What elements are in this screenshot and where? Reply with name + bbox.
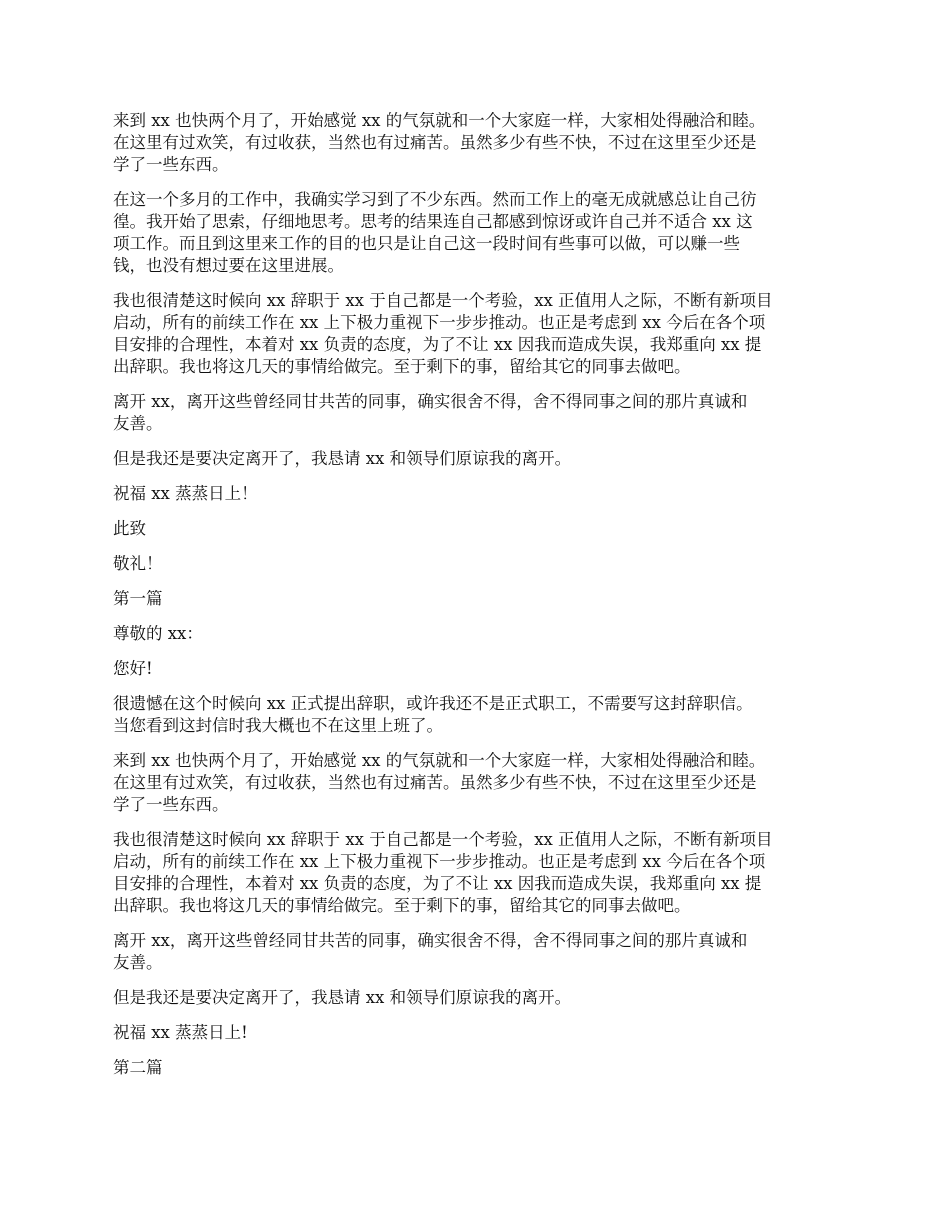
- paragraph: [113, 1057, 843, 1079]
- text-line: 离开 xx，离开这些曾经同甘共苦的同事，确实很舍不得，舍不得同事之间的那片真诚和: [113, 931, 748, 950]
- text-line: 尊敬的 xx：: [113, 624, 203, 643]
- paragraph: [113, 189, 843, 277]
- text-line: 目安排的合理性，本着对 xx 负责的态度，为了不让 xx 因我而造成失误，我郑重向 xx 提: [113, 335, 762, 354]
- text-line: 出辞职。我也将这几天的事情给做完。至于剩下的事，留给其它的同事去做吧。: [113, 896, 691, 915]
- text-line: 来到 xx 也快两个月了，开始感觉 xx 的气氛就和一个大家庭一样，大家相处得融洽和睦。: [113, 751, 766, 770]
- paragraph: [113, 290, 843, 378]
- text-line: 在这里有过欢笑，有过收获，当然也有过痛苦。虽然多少有些不快，不过在这里至少还是: [113, 773, 757, 792]
- text-line: 学了一些东西。: [113, 155, 229, 174]
- text-line: 学了一些东西。: [113, 795, 229, 814]
- paragraph: [113, 750, 843, 816]
- text-line: 我也很清楚这时候向 xx 辞职于 xx 于自己都是一个考验，xx 正值用人之际，不断有新项目: [113, 830, 773, 849]
- paragraph: [113, 518, 843, 540]
- text-line: 启动，所有的前续工作在 xx 上下极力重视下一步步推动。也正是考虑到 xx 今后在各个项: [113, 313, 766, 332]
- paragraph: [113, 693, 843, 737]
- document-body: [113, 110, 843, 1092]
- text-line: 敬礼！: [113, 554, 163, 573]
- text-line: 来到 xx 也快两个月了，开始感觉 xx 的气氛就和一个大家庭一样，大家相处得融洽和睦。: [113, 111, 766, 130]
- text-line: 您好!: [113, 659, 153, 678]
- paragraph: [113, 1022, 843, 1044]
- paragraph: [113, 623, 843, 645]
- text-line: 友善。: [113, 414, 163, 433]
- text-line: 第一篇: [113, 589, 163, 608]
- text-line: 启动，所有的前续工作在 xx 上下极力重视下一步步推动。也正是考虑到 xx 今后在各个项: [113, 852, 766, 871]
- paragraph: [113, 987, 843, 1009]
- paragraph: [113, 588, 843, 610]
- text-line: 祝福 xx 蒸蒸日上！: [113, 484, 258, 503]
- text-line: 在这里有过欢笑，有过收获，当然也有过痛苦。虽然多少有些不快，不过在这里至少还是: [113, 133, 757, 152]
- paragraph: [113, 829, 843, 917]
- text-line: 此致: [113, 519, 146, 538]
- text-line: 祝福 xx 蒸蒸日上!: [113, 1023, 248, 1042]
- text-line: 离开 xx，离开这些曾经同甘共苦的同事，确实很舍不得，舍不得同事之间的那片真诚和: [113, 392, 748, 411]
- text-line: 很遗憾在这个时候向 xx 正式提出辞职，或许我还不是正式职工，不需要写这封辞职信。: [113, 694, 753, 713]
- text-line: 徨。我开始了思索，仔细地思考。思考的结果连自己都感到惊讶或许自己并不适合 xx 这: [113, 212, 753, 231]
- paragraph: [113, 658, 843, 680]
- text-line: 我也很清楚这时候向 xx 辞职于 xx 于自己都是一个考验，xx 正值用人之际，不断有新项目: [113, 291, 773, 310]
- paragraph: [113, 930, 843, 974]
- text-line: 项工作。而且到这里来工作的目的也只是让自己这一段时间有些事可以做，可以赚一些: [113, 234, 740, 253]
- paragraph: [113, 483, 843, 505]
- paragraph: [113, 553, 843, 575]
- text-line: 当您看到这封信时我大概也不在这里上班了。: [113, 716, 443, 735]
- text-line: 钱，也没有想过要在这里进展。: [113, 256, 344, 275]
- text-line: 第二篇: [113, 1058, 163, 1077]
- paragraph: [113, 110, 843, 176]
- text-line: 但是我还是要决定离开了，我恳请 xx 和领导们原谅我的离开。: [113, 449, 572, 468]
- text-line: 目安排的合理性，本着对 xx 负责的态度，为了不让 xx 因我而造成失误，我郑重向 xx 提: [113, 874, 762, 893]
- text-line: 在这一个多月的工作中，我确实学习到了不少东西。然而工作上的毫无成就感总让自己彷: [113, 190, 757, 209]
- paragraph: [113, 448, 843, 470]
- paragraph: [113, 391, 843, 435]
- text-line: 但是我还是要决定离开了，我恳请 xx 和领导们原谅我的离开。: [113, 988, 572, 1007]
- text-line: 友善。: [113, 953, 163, 972]
- text-line: 出辞职。我也将这几天的事情给做完。至于剩下的事，留给其它的同事去做吧。: [113, 357, 691, 376]
